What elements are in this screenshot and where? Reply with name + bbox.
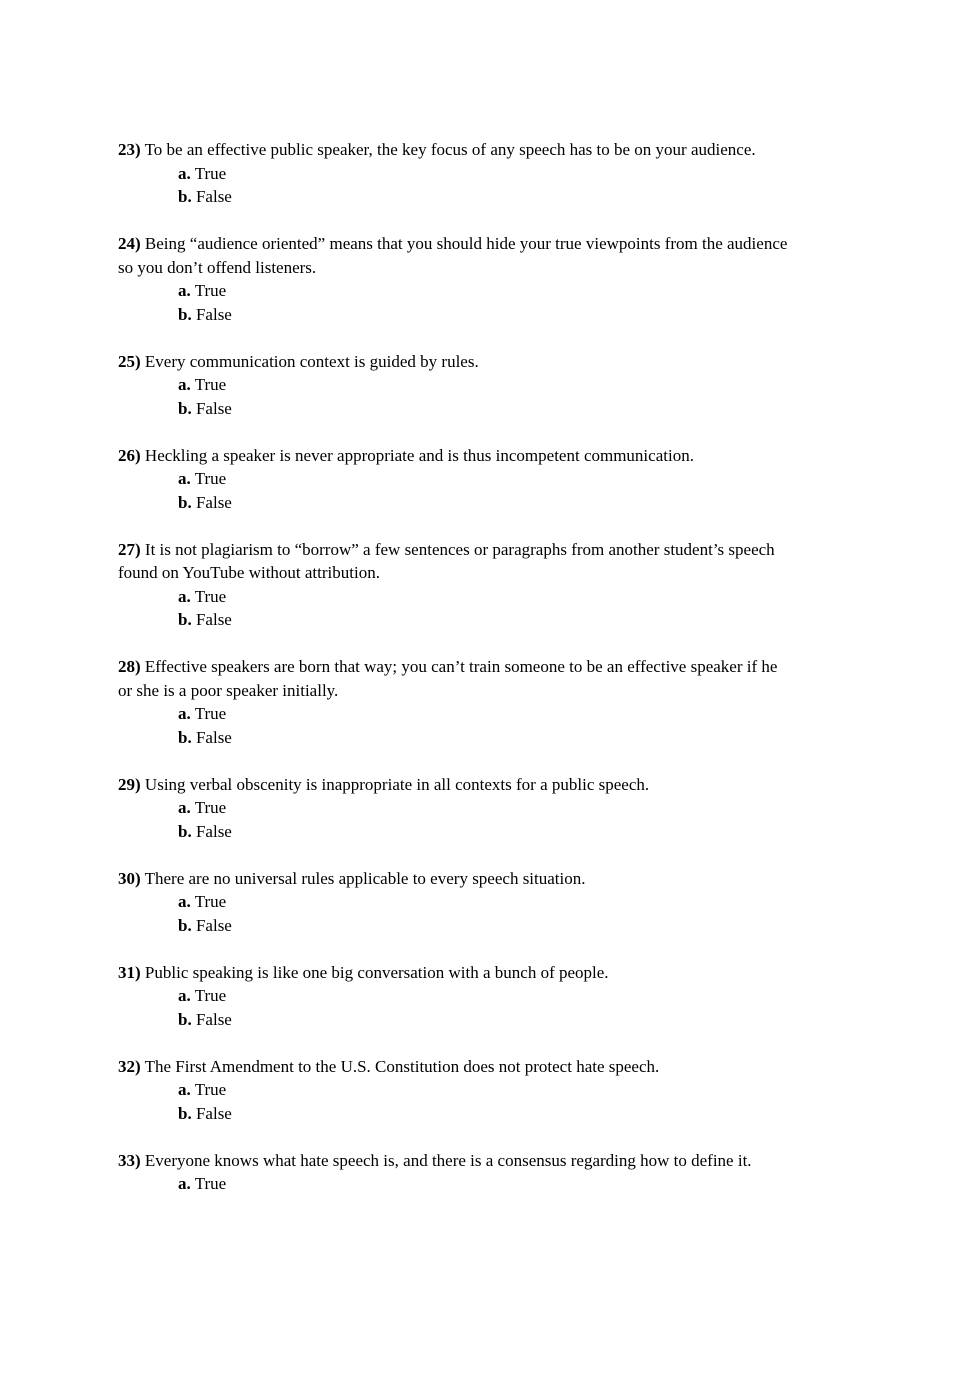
- option-letter: a.: [178, 798, 191, 817]
- option-letter: b.: [178, 727, 192, 747]
- option-text: False: [191, 187, 232, 206]
- option-letter: a.: [178, 1080, 191, 1099]
- question-text: Using verbal obscenity is inappropriate in all contexts for a public speech.: [140, 774, 650, 794]
- option-letter: b.: [178, 821, 192, 841]
- question-number: 28): [118, 657, 141, 676]
- answer-option: [118, 373, 794, 397]
- options: [118, 279, 794, 326]
- option-letter: b.: [178, 1103, 192, 1123]
- question-text: There are no universal rules applicable to every speech situation.: [140, 868, 586, 888]
- answer-option: [118, 303, 794, 327]
- options: [118, 467, 794, 514]
- question-item: [118, 1149, 794, 1196]
- answer-option: [118, 608, 794, 632]
- answer-option: [118, 890, 794, 914]
- question-number: 29): [118, 774, 141, 794]
- question-number: 26): [118, 445, 141, 465]
- option-letter: a.: [178, 469, 191, 488]
- option-text: False: [191, 398, 232, 418]
- question-text: Heckling a speaker is never appropriate and is thus incompetent communication.: [140, 445, 694, 465]
- question-item: [118, 350, 794, 421]
- answer-option: [118, 467, 794, 491]
- question-text: The First Amendment to the U.S. Constitution does not protect hate speech.: [140, 1056, 660, 1076]
- question-item: [118, 655, 794, 749]
- answer-option: [118, 1102, 794, 1126]
- option-letter: a.: [178, 163, 191, 183]
- question-paragraph: [118, 961, 794, 985]
- question-text: Everyone knows what hate speech is, and there is a consensus regarding how to define it.: [140, 1150, 752, 1170]
- option-text: True: [190, 986, 227, 1005]
- option-letter: b.: [178, 187, 192, 206]
- question-paragraph: [118, 655, 794, 702]
- question-item: [118, 961, 794, 1032]
- option-text: False: [191, 304, 232, 324]
- option-letter: b.: [178, 915, 192, 935]
- question-paragraph: [118, 867, 794, 891]
- question-number: 30): [118, 868, 141, 888]
- question-text: Every communication context is guided by rules.: [140, 351, 479, 371]
- answer-option: [118, 585, 794, 609]
- answer-option: [118, 1008, 794, 1032]
- question-list: [118, 138, 794, 1219]
- option-text: True: [190, 375, 227, 394]
- options: [118, 796, 794, 843]
- option-text: False: [191, 915, 232, 935]
- options: [118, 162, 794, 209]
- question-paragraph: [118, 232, 794, 279]
- options: [118, 373, 794, 420]
- option-text: True: [190, 704, 227, 723]
- question-paragraph: [118, 1149, 794, 1173]
- question-text: Being “audience oriented” means that you should hide your true viewpoints from the audience so you don’t offend listeners.: [118, 234, 788, 277]
- options: [118, 1172, 794, 1196]
- question-number: 32): [118, 1056, 141, 1076]
- option-letter: b.: [178, 492, 192, 512]
- answer-option: [118, 397, 794, 421]
- question-item: [118, 232, 794, 326]
- question-paragraph: [118, 138, 794, 162]
- question-paragraph: [118, 773, 794, 797]
- question-text: Effective speakers are born that way; you can’t train someone to be an effective speaker if he or she is a poor speaker initially.: [118, 657, 778, 700]
- question-item: [118, 538, 794, 632]
- option-text: True: [190, 469, 227, 488]
- option-letter: b.: [178, 304, 192, 324]
- question-item: [118, 444, 794, 515]
- question-item: [118, 1055, 794, 1126]
- option-text: False: [191, 1103, 232, 1123]
- answer-option: [118, 1078, 794, 1102]
- answer-option: [118, 914, 794, 938]
- question-item: [118, 867, 794, 938]
- option-letter: b.: [178, 610, 192, 629]
- option-text: True: [190, 1174, 227, 1193]
- option-text: True: [190, 586, 227, 606]
- answer-option: [118, 491, 794, 515]
- question-number: 24): [118, 234, 141, 253]
- option-text: True: [190, 798, 227, 817]
- question-paragraph: [118, 444, 794, 468]
- option-letter: a.: [178, 375, 191, 394]
- option-text: False: [191, 727, 232, 747]
- option-text: True: [190, 281, 227, 300]
- answer-option: [118, 820, 794, 844]
- answer-option: [118, 279, 794, 303]
- option-text: True: [190, 163, 227, 183]
- question-paragraph: [118, 538, 794, 585]
- options: [118, 1078, 794, 1125]
- answer-option: [118, 984, 794, 1008]
- question-number: 25): [118, 351, 141, 371]
- option-text: False: [191, 492, 232, 512]
- question-item: [118, 138, 794, 209]
- option-letter: a.: [178, 704, 191, 723]
- option-letter: b.: [178, 1009, 192, 1029]
- question-number: 33): [118, 1150, 141, 1170]
- option-letter: a.: [178, 281, 191, 300]
- answer-option: [118, 702, 794, 726]
- answer-option: [118, 796, 794, 820]
- question-number: 27): [118, 539, 141, 559]
- options: [118, 984, 794, 1031]
- answer-option: [118, 1172, 794, 1196]
- answer-option: [118, 726, 794, 750]
- question-item: [118, 773, 794, 844]
- question-text: To be an effective public speaker, the key focus of any speech has to be on your audience.: [140, 140, 756, 159]
- option-letter: a.: [178, 1174, 191, 1193]
- options: [118, 890, 794, 937]
- answer-option: [118, 162, 794, 186]
- option-letter: b.: [178, 398, 192, 418]
- option-text: False: [191, 1009, 232, 1029]
- question-number: 23): [118, 140, 141, 159]
- option-letter: a.: [178, 892, 191, 911]
- option-text: False: [191, 821, 232, 841]
- option-text: True: [190, 892, 227, 911]
- option-letter: a.: [178, 586, 191, 606]
- answer-option: [118, 185, 794, 209]
- options: [118, 702, 794, 749]
- option-text: False: [191, 610, 232, 629]
- option-text: True: [190, 1080, 227, 1099]
- option-letter: a.: [178, 986, 191, 1005]
- question-paragraph: [118, 350, 794, 374]
- options: [118, 585, 794, 632]
- question-text: It is not plagiarism to “borrow” a few sentences or paragraphs from another student’s speech found on YouTube without attribution.: [118, 539, 775, 582]
- question-number: 31): [118, 962, 141, 982]
- question-text: Public speaking is like one big conversation with a bunch of people.: [140, 962, 609, 982]
- question-paragraph: [118, 1055, 794, 1079]
